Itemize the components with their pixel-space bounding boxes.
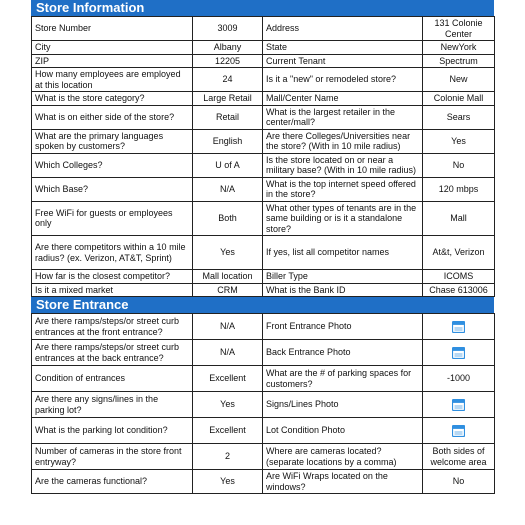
table-row [32, 105, 495, 129]
section-header-store-entrance: Store Entrance [31, 297, 494, 313]
table-row [32, 366, 495, 392]
answer-cell: N/A [193, 314, 263, 340]
answer-cell: Yes [193, 470, 263, 494]
table-row [32, 236, 495, 270]
question-cell: What are the primary languages spoken by customers? [32, 129, 193, 153]
question-cell: What are the # of parking spaces for customers? [263, 366, 423, 392]
answer-cell: 24 [193, 68, 263, 92]
answer-cell: At&t, Verizon [423, 236, 495, 270]
answer-cell: English [193, 129, 263, 153]
question-cell: Are there ramps/steps/or street curb entrances at the front entrance? [32, 314, 193, 340]
question-cell: Where are cameras located? (separate locations by a comma) [263, 444, 423, 470]
answer-cell: Yes [193, 236, 263, 270]
answer-cell: Albany [193, 41, 263, 55]
answer-cell: Colonie Mall [423, 92, 495, 106]
photo-file-icon[interactable] [452, 425, 465, 435]
answer-cell: 2 [193, 444, 263, 470]
question-cell: What is on either side of the store? [32, 105, 193, 129]
question-cell: Are there Colleges/Universities near the store? (With in 10 mile radius) [263, 129, 423, 153]
table-row [32, 54, 495, 68]
answer-cell: Large Retail [193, 92, 263, 106]
table-row [32, 444, 495, 470]
question-cell: Which Colleges? [32, 153, 193, 177]
answer-cell: Yes [193, 392, 263, 418]
table-row [32, 201, 495, 236]
photo-file-icon[interactable] [452, 347, 465, 357]
table-row [32, 283, 495, 297]
question-cell: Condition of entrances [32, 366, 193, 392]
table-row [32, 392, 495, 418]
answer-cell: No [423, 153, 495, 177]
question-cell: Are WiFi Wraps located on the windows? [263, 470, 423, 494]
answer-cell: N/A [193, 177, 263, 201]
answer-cell: Yes [423, 129, 495, 153]
answer-cell: 120 mbps [423, 177, 495, 201]
table-row [32, 17, 495, 41]
photo-cell[interactable] [423, 314, 495, 340]
answer-cell: 131 Colonie Center [423, 17, 495, 41]
question-cell: Free WiFi for guests or employees only [32, 201, 193, 236]
photo-cell[interactable] [423, 418, 495, 444]
answer-cell: ICOMS [423, 270, 495, 284]
table-row [32, 129, 495, 153]
question-cell: Is it a "new" or remodeled store? [263, 68, 423, 92]
question-cell: Are the cameras functional? [32, 470, 193, 494]
question-cell: If yes, list all competitor names [263, 236, 423, 270]
section-header-store-information: Store Information [31, 0, 494, 16]
answer-cell: U of A [193, 153, 263, 177]
question-cell: What is the Bank ID [263, 283, 423, 297]
question-cell: How many employees are employed at this location [32, 68, 193, 92]
answer-cell: Both sides of welcome area [423, 444, 495, 470]
question-cell: Current Tenant [263, 54, 423, 68]
question-cell: Are there any signs/lines in the parking lot? [32, 392, 193, 418]
question-cell: Back Entrance Photo [263, 340, 423, 366]
answer-cell: Sears [423, 105, 495, 129]
answer-cell: CRM [193, 283, 263, 297]
question-cell: Is it a mixed market [32, 283, 193, 297]
answer-cell: -1000 [423, 366, 495, 392]
answer-cell: N/A [193, 340, 263, 366]
table-row [32, 314, 495, 340]
question-cell: ZIP [32, 54, 193, 68]
photo-cell[interactable] [423, 340, 495, 366]
answer-cell: Excellent [193, 366, 263, 392]
table-row [32, 177, 495, 201]
table-row [32, 270, 495, 284]
question-cell: Address [263, 17, 423, 41]
answer-cell: No [423, 470, 495, 494]
question-cell: What other types of tenants are in the same building or is it a standalone store? [263, 201, 423, 236]
question-cell: Store Number [32, 17, 193, 41]
photo-file-icon[interactable] [452, 321, 465, 331]
question-cell: Lot Condition Photo [263, 418, 423, 444]
question-cell: Are there competitors within a 10 mile radius? (ex. Verizon, AT&T, Sprint) [32, 236, 193, 270]
table-row [32, 68, 495, 92]
answer-cell: Mall location [193, 270, 263, 284]
answer-cell: New [423, 68, 495, 92]
question-cell: City [32, 41, 193, 55]
question-cell: Is the store located on or near a military base? (With in 10 mile radius) [263, 153, 423, 177]
store-report [31, 0, 494, 494]
question-cell: What is the parking lot condition? [32, 418, 193, 444]
answer-cell: Mall [423, 201, 495, 236]
question-cell: Are there ramps/steps/or street curb entrances at the back entrance? [32, 340, 193, 366]
question-cell: What is the largest retailer in the center/mall? [263, 105, 423, 129]
answer-cell: Excellent [193, 418, 263, 444]
answer-cell: 12205 [193, 54, 263, 68]
question-cell: Mall/Center Name [263, 92, 423, 106]
table-row [32, 340, 495, 366]
question-cell: Front Entrance Photo [263, 314, 423, 340]
table-row [32, 470, 495, 494]
table-row [32, 92, 495, 106]
answer-cell: Chase 613006 [423, 283, 495, 297]
question-cell: Biller Type [263, 270, 423, 284]
table-row [32, 153, 495, 177]
store-information-table [31, 16, 495, 297]
question-cell: State [263, 41, 423, 55]
question-cell: What is the top internet speed offered in the store? [263, 177, 423, 201]
question-cell: Which Base? [32, 177, 193, 201]
answer-cell: Both [193, 201, 263, 236]
table-row [32, 41, 495, 55]
photo-cell[interactable] [423, 392, 495, 418]
answer-cell: NewYork [423, 41, 495, 55]
question-cell: What is the store category? [32, 92, 193, 106]
answer-cell: Spectrum [423, 54, 495, 68]
question-cell: Signs/Lines Photo [263, 392, 423, 418]
answer-cell: Retail [193, 105, 263, 129]
answer-cell: 3009 [193, 17, 263, 41]
table-row [32, 418, 495, 444]
photo-file-icon[interactable] [452, 399, 465, 409]
question-cell: Number of cameras in the store front entryway? [32, 444, 193, 470]
question-cell: How far is the closest competitor? [32, 270, 193, 284]
store-entrance-table [31, 313, 495, 494]
